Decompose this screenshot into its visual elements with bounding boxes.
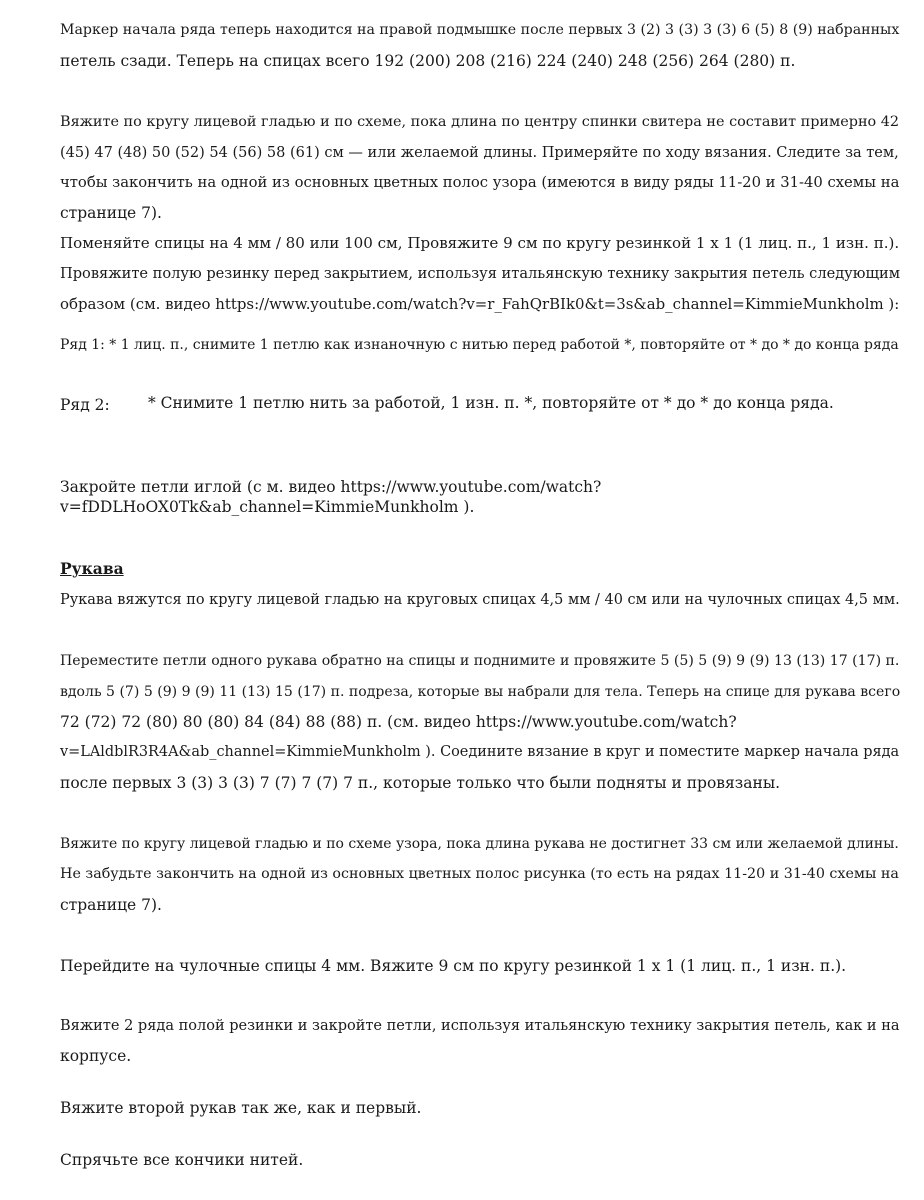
paragraph-line: Вяжите 2 ряда полой резинки и закройте петли, используя итальянскую технику закрытия петель, как и на bbox=[60, 1018, 900, 1034]
row-1-instruction: Ряд 1: * 1 лиц. п., снимите 1 петлю как изнаночную с нитью перед работой *, повторяйте от * до * до конца ряда bbox=[60, 337, 899, 353]
paragraph-line: Маркер начала ряда теперь находится на правой подмышке после первых 3 (2) 3 (3) 3 (3) 6 (5) 8 (9) набранных bbox=[60, 22, 900, 38]
paragraph-line: Спрячьте все кончики нитей. bbox=[60, 1151, 304, 1169]
paragraph-line: Поменяйте спицы на 4 мм / 80 или 100 см, Провяжите 9 см по кругу резинкой 1 x 1 (1 лиц. п., 1 изн. п.). bbox=[60, 234, 900, 252]
section-heading-sleeves: Рукава bbox=[60, 559, 124, 578]
paragraph-line: Вяжите по кругу лицевой гладью и по схеме узора, пока длина рукава не достигнет 33 см или желаемой длины. bbox=[60, 836, 899, 852]
paragraph-line: вдоль 5 (7) 5 (9) 9 (9) 11 (13) 15 (17) п. подреза, которые вы набрали для тела. Теперь на спице для рукава всего bbox=[60, 684, 901, 700]
paragraph-line: после первых 3 (3) 3 (3) 7 (7) 7 (7) 7 п., которые только что были подняты и провязаны. bbox=[60, 774, 781, 792]
paragraph-line: чтобы закончить на одной из основных цветных полос узора (имеются в виду ряды 11-20 и 31-40 схемы на bbox=[60, 174, 900, 191]
paragraph-line: v=LAldblR3R4A&ab_channel=KimmieMunkholm ). Соедините вязание в круг и поместите маркер начала ряда bbox=[60, 744, 900, 760]
paragraph-line: корпусе. bbox=[60, 1047, 132, 1065]
row-2-label: Ряд 2: bbox=[60, 396, 110, 414]
paragraph-line: Рукава вяжутся по кругу лицевой гладью на круговых спицах 4,5 мм / 40 см или на чулочных спицах 4,5 мм. bbox=[60, 592, 900, 608]
paragraph-line: Провяжите полую резинку перед закрытием, используя итальянскую технику закрытия петель следующим bbox=[60, 265, 901, 282]
paragraph-line: v=fDDLHoOX0Tk&ab_channel=KimmieMunkholm ). bbox=[60, 498, 475, 516]
paragraph-line: образом (см. видео https://www.youtube.com/watch?v=r_FahQrBIk0&t=3s&ab_channel=KimmieMunkholm ): bbox=[60, 295, 900, 313]
paragraph-line: странице 7). bbox=[60, 204, 162, 222]
paragraph-line: 72 (72) 72 (80) 80 (80) 84 (84) 88 (88) п. (см. видео https://www.youtube.com/watch? bbox=[60, 713, 737, 731]
row-2-instruction: * Снимите 1 петлю нить за работой, 1 изн. п. *, повторяйте от * до * до конца ряда. bbox=[148, 394, 834, 412]
paragraph-line: Закройте петли иглой (с м. видео https://www.youtube.com/watch? bbox=[60, 478, 602, 496]
paragraph-line: Вяжите второй рукав так же, как и первый. bbox=[60, 1099, 422, 1117]
paragraph-line: Переместите петли одного рукава обратно на спицы и поднимите и провяжите 5 (5) 5 (9) 9 (9) 13 (13) 17 (17) п. bbox=[60, 653, 900, 669]
paragraph-line: (45) 47 (48) 50 (52) 54 (56) 58 (61) см — или желаемой длины. Примеряйте по ходу вязания. Следите за тем, bbox=[60, 145, 899, 161]
paragraph-line: Вяжите по кругу лицевой гладью и по схеме, пока длина по центру спинки свитера не составит примерно 42 bbox=[60, 114, 900, 130]
paragraph-line: странице 7). bbox=[60, 896, 162, 914]
paragraph-line: Перейдите на чулочные спицы 4 мм. Вяжите 9 см по кругу резинкой 1 x 1 (1 лиц. п., 1 изн. п.). bbox=[60, 957, 847, 975]
paragraph-line: Не забудьте закончить на одной из основных цветных полос рисунка (то есть на рядах 11-20 и 31-40 схемы на bbox=[60, 866, 899, 882]
paragraph-line: петель сзади. Теперь на спицах всего 192 (200) 208 (216) 224 (240) 248 (256) 264 (280) п. bbox=[60, 52, 796, 70]
